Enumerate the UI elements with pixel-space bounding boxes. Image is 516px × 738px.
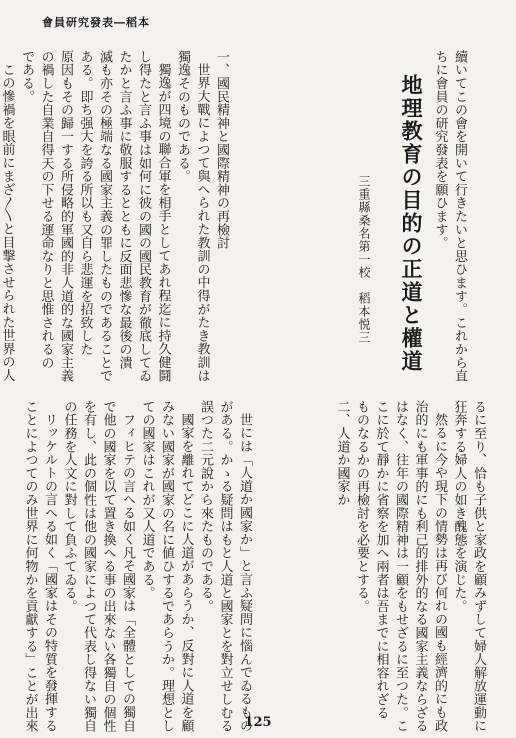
article-byline: 三重縣桑名第一校 稻本悦三	[357, 175, 371, 344]
text-line: ことによつてのみ世界に何物かを貢獻する」ことが出來	[22, 400, 38, 733]
text-line: 世界大戰によつて與へられた教訓の中得がたき教訓は	[194, 63, 210, 383]
text-line: ちに會員の研究發表を願ひます。	[432, 50, 448, 250]
article-title: 地理教育の目的の正道と權道	[399, 74, 424, 373]
running-head: 會員研究發表―稻本	[42, 16, 150, 29]
text-line: リッケルトの言へる如く「國家はその特質を發揮する	[42, 413, 57, 733]
text-line: 治的にも軍事的にも利己的排外的なる國家主義ならざる	[412, 400, 428, 733]
section-heading: 一、國民精神と國際精神の再檢討	[214, 50, 229, 250]
text-line: 獨逸が四境の聯合軍を相手としてあれ程迄に持久健鬪	[155, 63, 171, 383]
text-line: で他の國家を以て置き換へる事の出來ない各獨自の個性	[100, 400, 116, 733]
text-line: 滅も亦その極端なる國家主義の罪したものであることで	[97, 50, 112, 383]
text-line: たかと言ふ事に敬服するとともに反面悲慘な最後の潰	[116, 50, 132, 370]
text-line: を有し、此の個性は他の國家によつて代表し得ない獨自	[81, 400, 96, 733]
text-line: こに於て靜かに省察を加へ兩者は吾までに相容れざる	[373, 400, 389, 720]
column-top-left	[0, 50, 231, 383]
text-line: るに至り、恰も子供と家政を顧みずして婦人解放運動に	[471, 400, 486, 733]
text-line: し得たと言ふ事は如何に彼の國の國民教育が徹底してゐ	[136, 50, 151, 383]
section-heading: 二、人道か國家か	[334, 400, 350, 507]
text-line: 續いてこの會を開いて行きたいと思ひます。これから直	[452, 50, 467, 383]
column-bottom-left	[22, 400, 254, 733]
text-line: の禍した自業自得天の下せる運命なりと思惟されるの	[38, 50, 54, 370]
page-number: 125	[244, 715, 272, 730]
article-heading	[356, 60, 426, 373]
column-bottom-right	[266, 400, 488, 733]
text-line: 國家を離れてどこに人道があらうか、反對に人道を顧	[178, 413, 194, 733]
text-line: はなく、往年の國際精神は一顧をもせざるに至つた。こ	[393, 400, 408, 733]
text-line: 狂奔する婦人の如き醜態を演じた。	[451, 400, 467, 613]
text-line: 原因もその歸一する所侵略的軍國的非人道的な國家主義	[58, 50, 73, 383]
text-line: フィヒテの言へる如く凡そ國家は「全體としての獨自	[120, 413, 135, 733]
text-line: 誤つた二元說から來たものである。	[198, 400, 213, 613]
text-line: である。	[19, 50, 34, 104]
text-line: ものなるかの再檢討を必要とする。	[354, 400, 369, 613]
text-line: 世には「人道か國家か」と言ふ疑問に惱んでゐるもの	[237, 413, 252, 733]
text-line: 然るに今や現下の情勢は再び何れの國も經濟的にも政	[432, 413, 447, 733]
text-line: 獨逸そのものである。	[175, 50, 190, 183]
text-line: みない國家が國家の名に値ひするであらうか。理想とし	[159, 400, 174, 733]
text-line: ある。即ち强大を誇る所以も又自ら悲運を招致した	[77, 50, 93, 356]
text-line: がある。かゝる疑問はもと人道と國家とを對立せしむる	[217, 400, 233, 733]
text-line: の任務を人文に對して負ふてゐる。	[61, 400, 77, 613]
text-line: ての國家はこれが又人道である。	[139, 400, 155, 600]
text-line: この慘禍を眼前にまざ〳〵と目撃させられた世界の人	[0, 63, 15, 382]
